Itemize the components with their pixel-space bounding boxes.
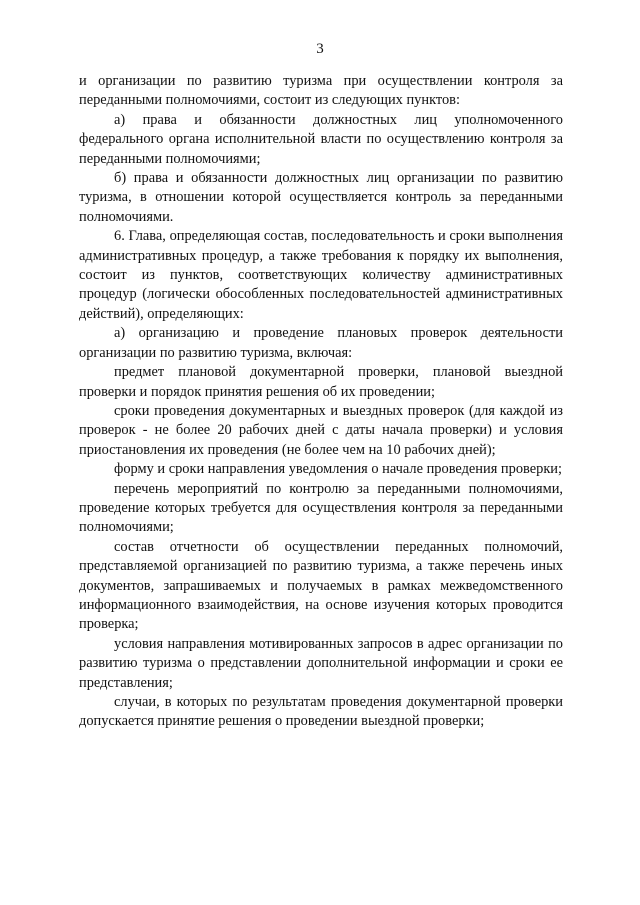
paragraph-check-subject: предмет плановой документарной проверки, плановой выездной проверки и порядок принятия решения об их проведении; xyxy=(79,364,563,400)
paragraph-onsite-check-cases: случаи, в которых по результатам проведения документарной проверки допускается принятие решения о проведении выездной проверки; xyxy=(79,694,563,730)
paragraph-item-b-rights-organization: б) права и обязанности должностных лиц организации по развитию туризма, в отношении которой осуществляется контроль за переданными полномочиями. xyxy=(79,170,563,225)
paragraph-item-a-rights-federal: а) права и обязанности должностных лиц уполномоченного федерального органа исполнительной власти по осуществлению контроля за переданными полномочиями; xyxy=(79,111,563,167)
document-body xyxy=(79,72,563,732)
paragraph-reporting-composition: состав отчетности об осуществлении переданных полномочий, представляемой организацией по развитию туризма, а также перечень иных документов, запрашиваемых и получаемых в рамках межведомственного информационного взаимодействия, на основе изучения которых проводится проверка; xyxy=(79,538,563,633)
paragraph-section-6: 6. Глава, определяющая состав, последовательность и сроки выполнения административных процедур, а также требования к порядку их выполнения, состоит из пунктов, соответствующих количеству административных процедур (логически обособленных последовательностей административных действий), определяющих: xyxy=(79,228,563,322)
page-number: 3 xyxy=(316,41,324,57)
paragraph-check-terms: сроки проведения документарных и выездных проверок (для каждой из проверок - не более 20 рабочих дней с даты начала проверки) и условия приостановления их проведения (не более чем на 10 рабочих дней); xyxy=(79,402,563,458)
paragraph-continuation: и организации по развитию туризма при осуществлении контроля за переданными полномочиями, состоит из следующих пунктов: xyxy=(79,73,563,109)
paragraph-notification-form: форму и сроки направления уведомления о начале проведения проверки; xyxy=(114,461,563,478)
paragraph-item-a-planned-checks: а) организацию и проведение плановых проверок деятельности организации по развитию туризма, включая: xyxy=(79,325,563,361)
paragraph-measures-list: перечень мероприятий по контролю за переданными полномочиями, проведение которых требуется для осуществления контроля за переданными полномочиями; xyxy=(79,480,563,536)
paragraph-motivated-requests: условия направления мотивированных запросов в адрес организации по развитию туризма о представлении дополнительной информации и сроки ее представления; xyxy=(79,635,563,691)
